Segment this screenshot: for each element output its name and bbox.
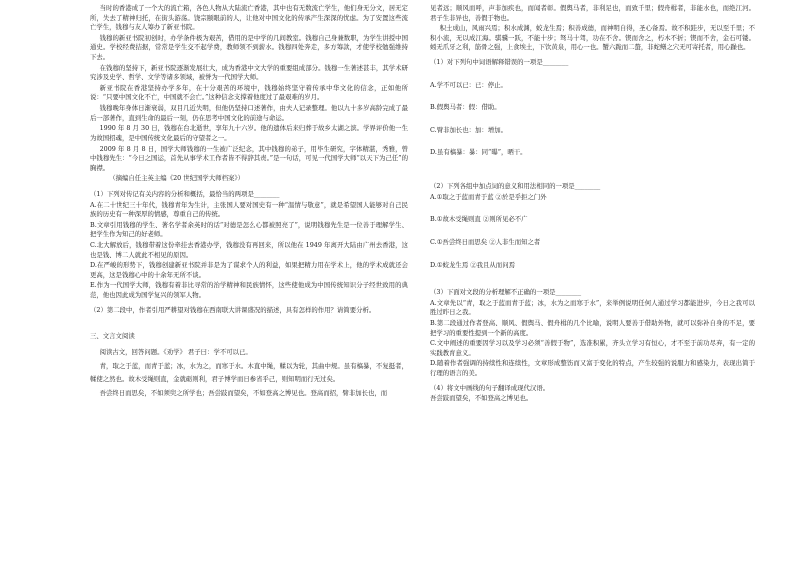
answer-space (90, 316, 408, 328)
option-c: C.臂非加长也：加：增加。 (430, 125, 507, 134)
option-e: E.作为一代国学大师，钱穆有着非比寻常的治学精神和民族情怀，这些使他成为中国传统知识分子经世致用的典范，他也因此成为国学复兴的领军人物。 (90, 281, 408, 300)
paragraph: 新亚书院在香港坚持办学多年，在十分艰苦的环境中，钱穆始终坚守着传承中华文化的信念，正如他所说：“只要中国文化不亡，中国就不会亡。”这种信念支撑着他度过了最艰难的岁月。 (90, 83, 408, 102)
option-a: A.文章先以“青，取之于蓝而青于蓝；冰，水为之而寒于水”，来举例说明任何人通过学习都能进步，今日之我可以胜过昨日之我。 (430, 298, 755, 317)
option-b: B.假舆马者：假：借助。 (430, 103, 501, 112)
option-a: A.学不可以已：已：停止。 (430, 80, 507, 89)
paragraph: 1990 年 8 月 30 日，钱穆在台北逝世，享年九十六岁。他的遗体后来归葬于故乡太湖之滨。学界评价他一生为故国招魂，是中国传统文化最后的守望者之一。 (90, 124, 408, 142)
passage-line: 阅读古文，回答问题。《劝学》 君子曰：学不可以已。 (99, 347, 252, 356)
passage-line: 吾尝终日而思矣，不如须臾之所学也；吾尝跂而望矣，不如登高之博见也。登高而招，臂非加长也，而 (99, 389, 388, 398)
option-d: D.在严峻的形势下，钱穆创建新亚书院并非是为了谋求个人的利益，如果把精力用在学术上，他的学术成就还会更高，这是钱穆心中的十余年无所不谈。 (90, 261, 408, 279)
question-2: （2）第二段中，作者引用严耕望对钱穆在西南联大讲课盛况的描述，具有怎样的作用？请简要分析。 (90, 305, 376, 314)
question-1: （1）对下列句中词语解释错误的一项是________ (430, 58, 569, 67)
right-column (430, 4, 755, 405)
option-c: C.文中阐述的重要因学习以及学习必须“善假于物”，选准积累，齐头立学习有恒心，才不至于前功尽弃，有一定的实践教育意义。 (430, 339, 755, 357)
option-b: B.①故木受绳则直 ②则所见必不广 (430, 215, 528, 224)
question-2: （2）下列各组中加点词的意义和用法相同的一项是________ (430, 182, 601, 191)
question-4: （4）将文中画线的句子翻译成现代汉语。 (430, 383, 550, 392)
question-3: （3）下面对文段的分析理解不正确的一项是________ (430, 288, 582, 297)
option-b: B.第二段通过作者登高、顺风、假舆马、假舟楫的几个比喻，说明人要善于借助外物，就可以弥补自身的不足，要把学习的重要性提到一个新的高度。 (430, 318, 755, 337)
section-heading: 三、文言文阅读 (90, 332, 135, 341)
translation-sentence: 吾尝跂而望矣，不如登高之博见也。 (430, 394, 533, 403)
option-d: D.虽有槁暴：暴：同“曝”，晒干。 (430, 148, 527, 157)
option-d: D.①蛟龙生焉 ②我且从而问焉 (430, 260, 515, 269)
option-b: B.文章引用钱穆的学生、著名学者余英时的话“对德是怎么心都被照亮了”，说明钱穆先生是一位善于理解学生、把学生作为知己的好老师。 (90, 220, 408, 239)
paragraph: 在钱穆的坚持下，新亚书院逐渐发展壮大，成为香港中文大学的重要组成部分。钱穆一生著述甚丰，其学术研究涉及史学、哲学、文学等诸多领域，被誉为一代国学大师。 (90, 63, 408, 82)
left-column (90, 4, 408, 401)
paragraph: 当时的香港成了一个大的流亡箱，各色人物从大陆流亡香港，其中也有无数流亡学生，他们身无分文，居无定所，失去了精神归托，在街头游荡。饶宗颐眼前的人，让他对中国文化的传承产生深深的忧虑。为了安置这些流亡学生，钱穆与友人筹办了新亚书院。 (90, 4, 408, 32)
option-c: C.北大解放后，钱穆带着这份牵挂去香港办学，钱穆没有再回来，所以他在 1949 年离开大陆由广州去香港，这也是钱、博二人就此不相见的原因。 (90, 241, 408, 259)
option-a: A.①取之于蓝而青于蓝 ②於是乎拒之门外 (430, 192, 547, 201)
question-1: （1）下列对传记有关内容的分析和概括，最恰当的两项是________ (90, 189, 280, 198)
option-d: D.随着作者强调的持续性和连续性，文章形成整饬而又富于变化的特点，产生较强的说服力和感染力，表现出简于行理的语言的美。 (430, 359, 755, 378)
passage-continuation: 见者远；顺风而呼，声非加疾也，而闻者彰。假舆马者，非利足也，而致千里；假舟楫者，非能水也，而绝江河。君子生非异也，善假于物也。 (430, 4, 755, 22)
passage-line: 青，取之于蓝，而青于蓝；冰，水为之，而寒于水。木直中绳，輮以为轮，其曲中规。虽有槁暴，不复挺者，輮使之然也。故木受绳则直，金就砺则利，君子博学而日参省乎己，则知明而行无过矣。 (90, 362, 408, 384)
passage-continuation: 积土成山，风雨兴焉；积水成渊，蛟龙生焉；积善成德，而神明自得，圣心备焉。故不积跬步，无以至千里；不积小流，无以成江海。骐骥一跃，不能十步；驽马十驾，功在不舍。锲而舍之，朽木不折；锲而不舍，金石可镂。蚓无爪牙之利，筋骨之强，上食埃土，下饮黄泉，用心一也。蟹六跪而二螯，非蛇鳝之穴无可寄托者，用心躁也。 (430, 24, 755, 52)
paragraph: 2009 年 8 月 8 日，国学大师钱穆的一生被广泛纪念，其中钱穆的弟子，用毕生研究，字体精湛，秀雅，曾中钱穆先生：“今日之国运，首先从事学术工作者皆不得辞其责。”是一句话，可见一代国学大师“以天下为己任”的胸襟。 (90, 144, 408, 172)
option-a: A.在二十世纪三十年代，钱穆青年为生计，主张国人要对国史有一种“温情与敬意”，就是希望国人能够对自己民族的历史有一种深厚的情感，尊重自己的传统。 (90, 200, 408, 219)
paragraph: 钱穆晚年身体日渐衰弱，双目几近失明，但他仍坚持口述著作，由夫人记录整理。他以九十多岁高龄完成了最后一部著作，直到生命的最后一刻，仍在思考中国文化的前途与命运。 (90, 104, 408, 122)
classical-passage (90, 346, 408, 401)
option-c: C.①吾尝终日而思矣 ②人非生而知之者 (430, 237, 541, 246)
source-note: （摘编自任主英主编《20 世纪国学大师档案》） (109, 174, 244, 183)
paragraph: 钱穆的新亚书院初创时，办学条件极为艰苦，借用的是中学的几间教室。钱穆自己身兼数职，为学生讲授中国通史。学校经费拮据，常常是学生交不起学费，教师领不到薪水。钱穆四处奔走，多方筹款，才使学校勉强维持下去。 (90, 33, 408, 62)
